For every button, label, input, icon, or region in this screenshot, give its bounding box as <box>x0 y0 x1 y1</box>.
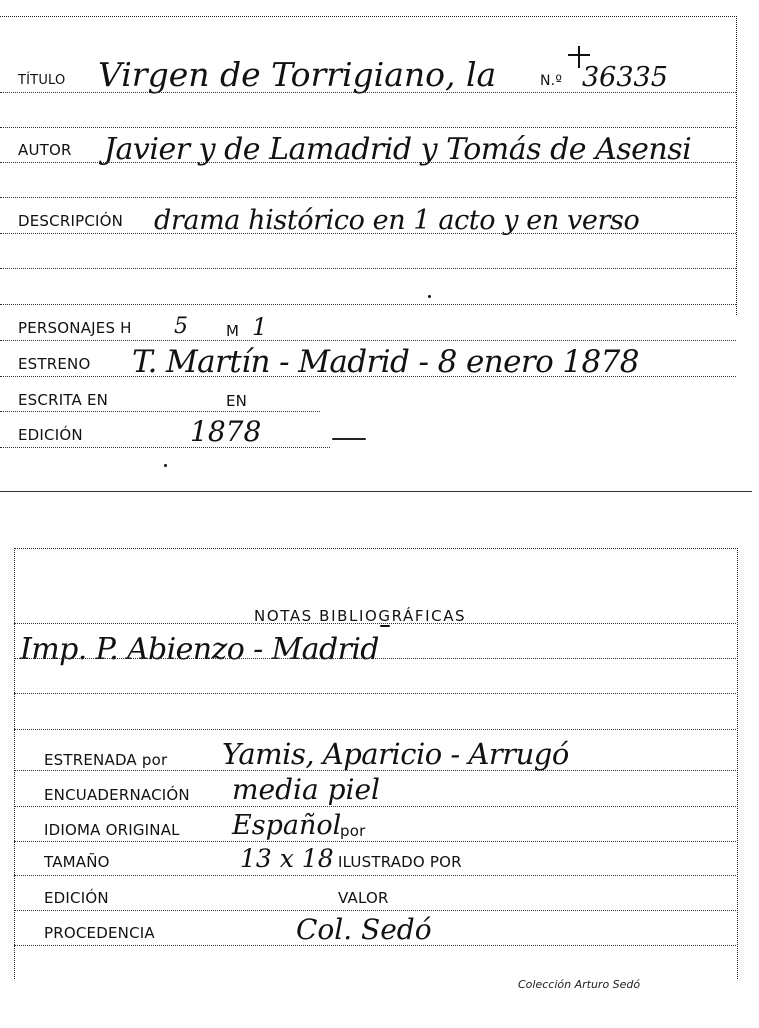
autor-rule-top <box>0 127 736 128</box>
personajes-m-value: 1 <box>252 313 268 341</box>
collection-stamp: Colección Arturo Sedó <box>518 978 641 991</box>
encuadernacion-label: ENCUADERNACIÓN <box>44 786 190 804</box>
notas-rule-3 <box>14 729 736 730</box>
notas-value: Imp. P. Abienzo - Madrid <box>20 632 379 667</box>
autor-value: Javier y de Lamadrid y Tomás de Asensi <box>104 132 692 167</box>
pen-dash <box>332 438 366 440</box>
ilustrado-label: ILUSTRADO POR <box>338 853 462 871</box>
estrenada-value: Yamis, Aparicio - Arrugó <box>222 737 569 771</box>
titulo-value: Virgen de Torrigiano, la <box>98 55 497 94</box>
autor-rule <box>0 162 736 163</box>
edicion-label: EDICIÓN <box>18 426 83 444</box>
titulo-rule <box>0 92 736 93</box>
procedencia-rule <box>14 945 736 946</box>
notas-rule-2 <box>14 693 736 694</box>
valor-label: VALOR <box>338 889 389 907</box>
notas-rule-1 <box>14 658 736 659</box>
procedencia-value: Col. Sedó <box>296 913 432 946</box>
estrenada-label: ESTRENADA por <box>44 751 168 769</box>
estrenada-rule <box>14 770 736 771</box>
estreno-rule <box>0 376 736 377</box>
escrita-rule <box>0 411 320 412</box>
numero-value: 36335 <box>582 62 668 93</box>
idioma-label: IDIOMA ORIGINAL <box>44 821 180 839</box>
descripcion-rule-top <box>0 197 736 198</box>
procedencia-label: PROCEDENCIA <box>44 924 155 942</box>
personajes-rule <box>0 340 736 341</box>
escrita-label: ESCRITA EN <box>18 391 109 409</box>
edicion-rule <box>0 447 330 448</box>
personajes-m-label: M <box>226 322 240 340</box>
autor-label: AUTOR <box>18 141 72 159</box>
tamano-value: 13 x 18 <box>240 844 334 873</box>
blank-rule-1 <box>0 268 736 269</box>
escrita-en-label: EN <box>226 392 248 410</box>
ink-dot <box>428 295 431 298</box>
idioma-rule <box>14 841 736 842</box>
numero-label: N.º <box>540 73 563 89</box>
blank-rule-2 <box>0 304 736 305</box>
titulo-label: TÍTULO <box>18 73 66 88</box>
personajes-label: PERSONAJES H <box>18 319 132 337</box>
tamano-label: TAMAÑO <box>44 853 110 871</box>
descripcion-label: DESCRIPCIÓN <box>18 212 124 230</box>
encuadernacion-rule <box>14 806 736 807</box>
card-separator <box>0 491 752 492</box>
edicion2-label: EDICIÓN <box>44 889 109 907</box>
ink-dot-2 <box>164 464 167 467</box>
notas-heading: NOTAS BIBLIOGRÁFICAS <box>254 607 467 625</box>
descripcion-rule <box>0 233 736 234</box>
notas-rule-top <box>14 623 736 624</box>
idioma-value: Español <box>232 810 342 841</box>
estreno-value: T. Martín - Madrid - 8 enero 1878 <box>132 344 639 380</box>
idioma-por-label: por <box>340 822 366 840</box>
ink-dot-3 <box>380 625 390 627</box>
tamano-rule <box>14 875 736 876</box>
edicion-value: 1878 <box>190 415 262 448</box>
estreno-label: ESTRENO <box>18 355 91 373</box>
personajes-h-value: 5 <box>174 314 188 339</box>
descripcion-value: drama histórico en 1 acto y en verso <box>154 205 640 236</box>
edicion2-rule <box>14 910 736 911</box>
encuadernacion-value: media piel <box>232 773 380 806</box>
